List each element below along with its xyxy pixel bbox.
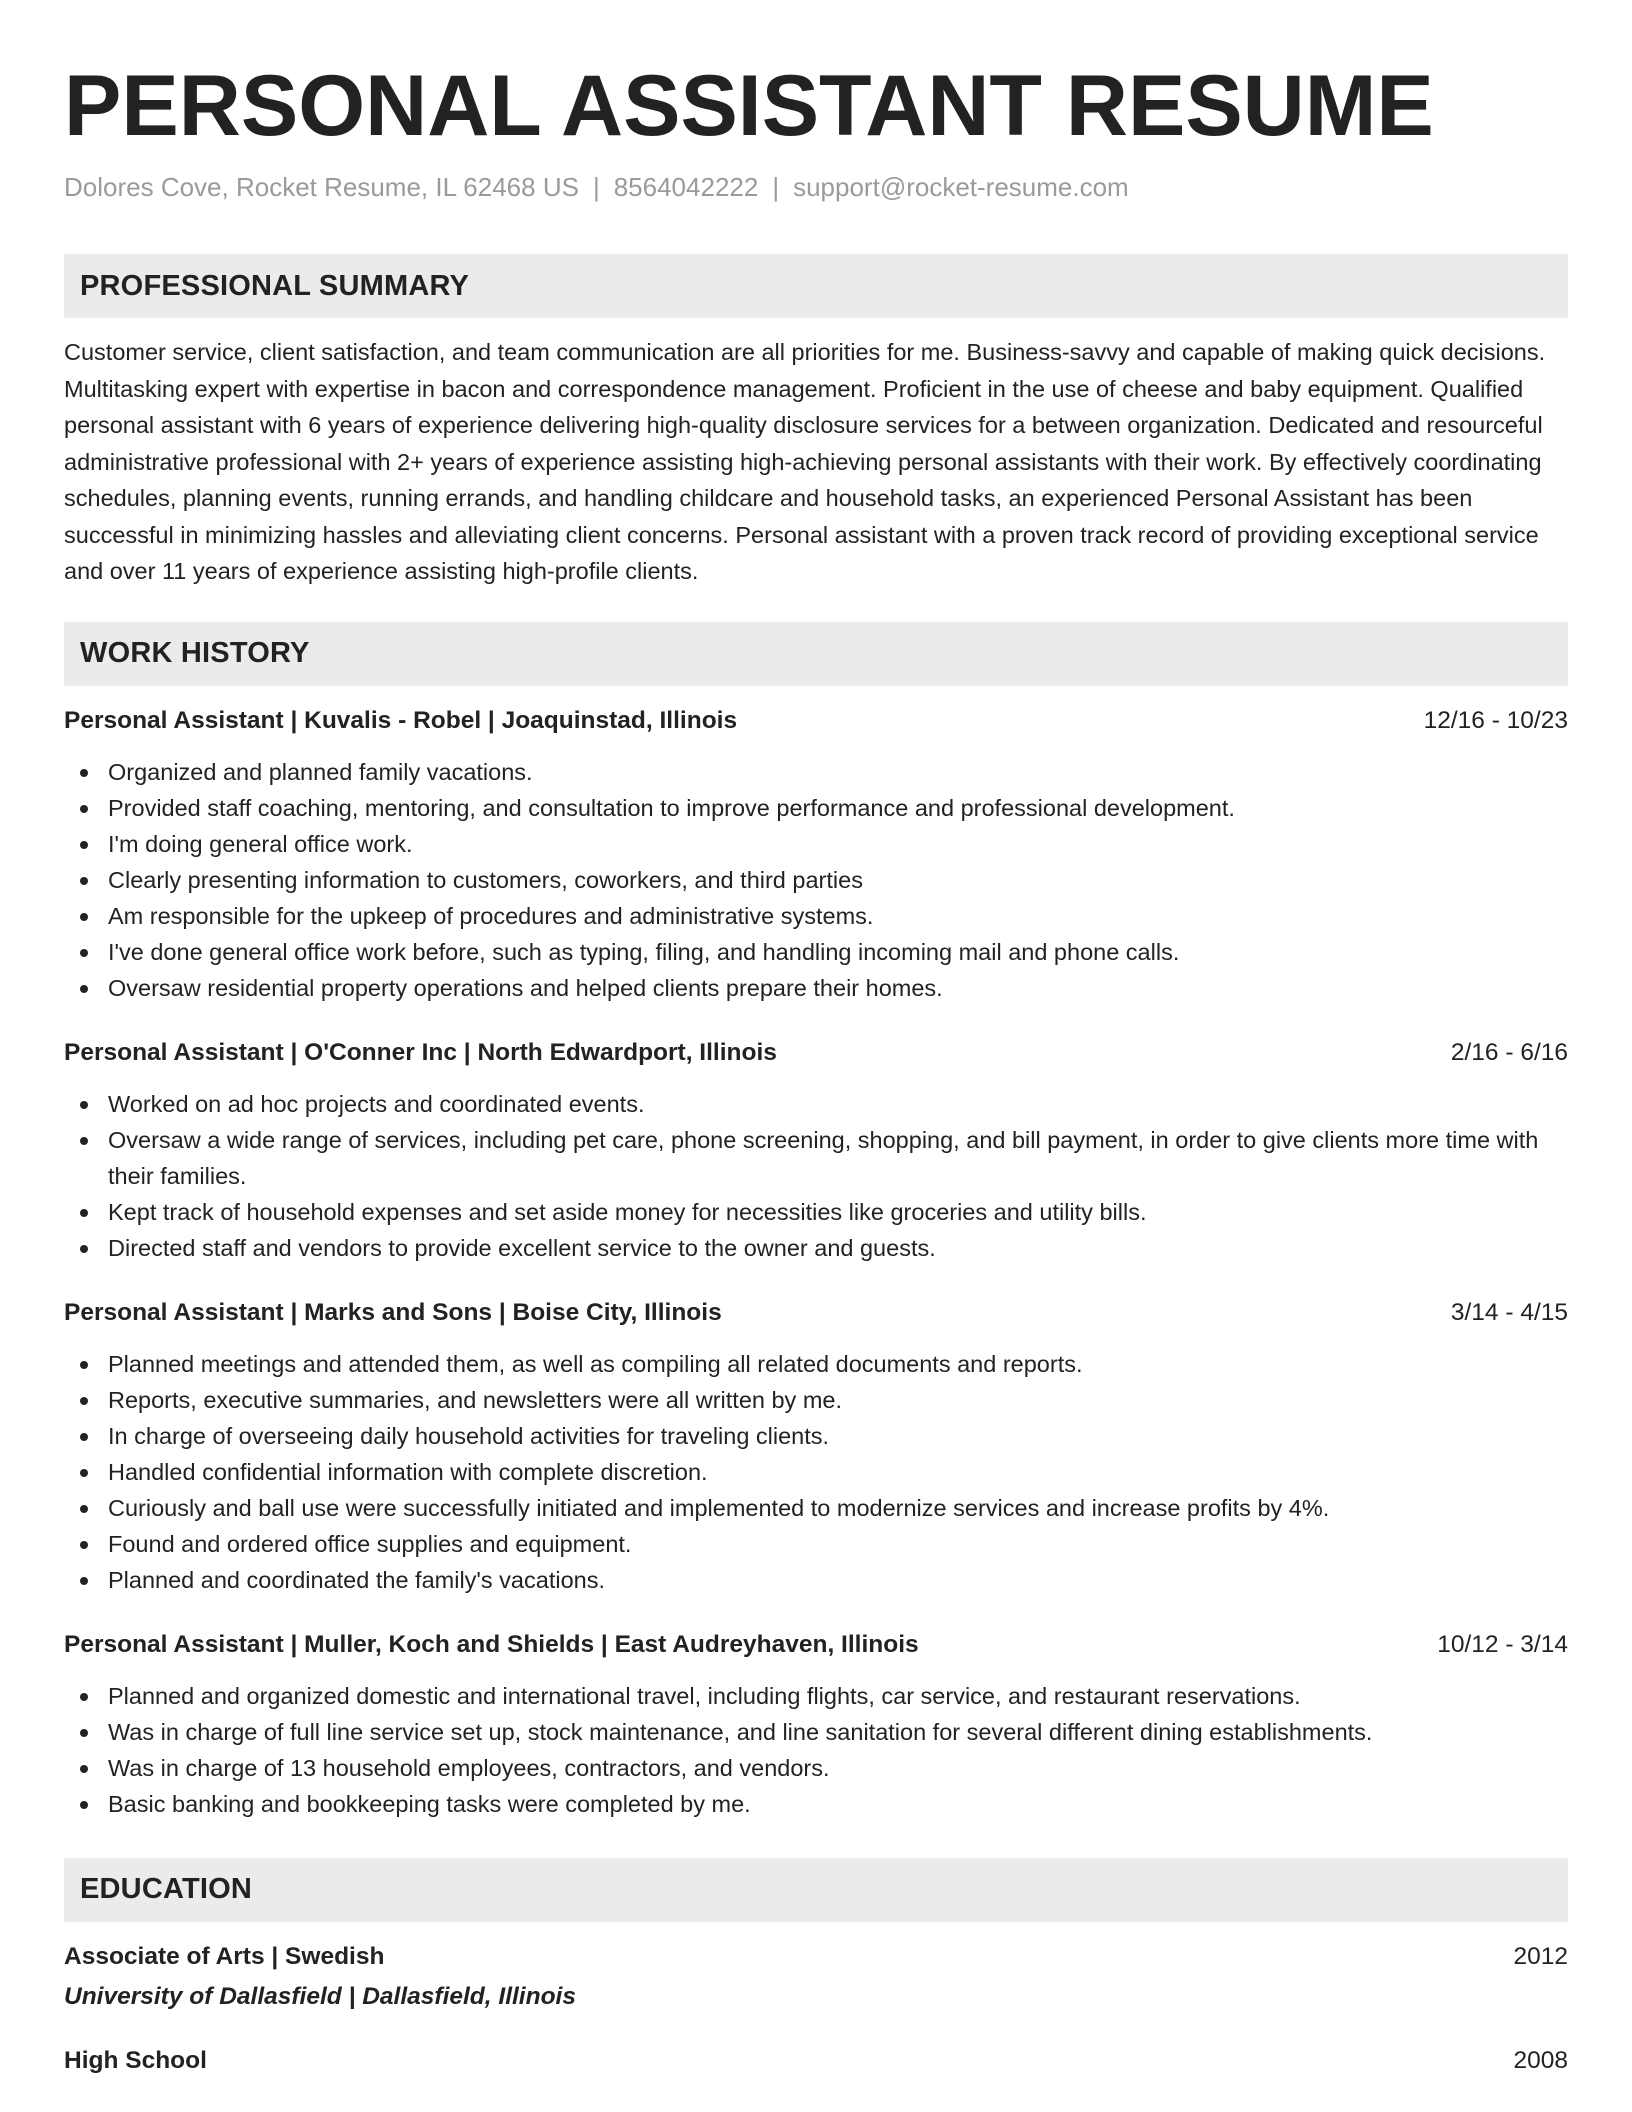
education-entry: [64, 2044, 1568, 2078]
job-bullet: Organized and planned family vacations.: [64, 754, 1568, 790]
job-dates: 2/16 - 6/16: [1450, 1038, 1568, 1066]
resume-page: [64, 0, 1568, 2078]
education-heading: EDUCATION: [64, 1858, 1568, 1922]
contact-email: support@rocket-resume.com: [793, 172, 1129, 202]
job-bullet: Oversaw a wide range of services, including pet care, phone screening, shopping, and bill payment, in order to give clients more time with their families.: [64, 1122, 1568, 1194]
job-bullets: [64, 1346, 1568, 1598]
education-entry: [64, 1940, 1568, 2014]
job-bullets: [64, 754, 1568, 1006]
job-dates: 10/12 - 3/14: [1437, 1630, 1568, 1658]
job-header: [64, 1628, 1568, 1662]
job-bullet: Found and ordered office supplies and equipment.: [64, 1526, 1568, 1562]
job-bullet: Provided staff coaching, mentoring, and consultation to improve performance and professional development.: [64, 790, 1568, 826]
job-entry: [64, 704, 1568, 1006]
job-bullets: [64, 1086, 1568, 1266]
job-title: Personal Assistant | Muller, Koch and Shields | East Audreyhaven, Illinois: [64, 1630, 919, 1658]
job-bullet: I've done general office work before, such as typing, filing, and handling incoming mail and phone calls.: [64, 934, 1568, 970]
job-bullet: Planned and coordinated the family's vacations.: [64, 1562, 1568, 1598]
job-bullet: Worked on ad hoc projects and coordinated events.: [64, 1086, 1568, 1122]
education-year: 2008: [1513, 2046, 1568, 2074]
job-entry: [64, 1296, 1568, 1598]
job-bullet: Am responsible for the upkeep of procedures and administrative systems.: [64, 898, 1568, 934]
contact-line: [64, 170, 1568, 204]
job-bullet: Planned meetings and attended them, as well as compiling all related documents and reports.: [64, 1346, 1568, 1382]
job-bullet: Handled confidential information with complete discretion.: [64, 1454, 1568, 1490]
job-header: [64, 704, 1568, 738]
job-header: [64, 1296, 1568, 1330]
job-title: Personal Assistant | Marks and Sons | Boise City, Illinois: [64, 1298, 722, 1326]
job-dates: 3/14 - 4/15: [1450, 1298, 1568, 1326]
education-degree: Associate of Arts | Swedish: [64, 1942, 385, 1970]
job-bullet: Was in charge of full line service set up, stock maintenance, and line sanitation for several different dining establishments.: [64, 1714, 1568, 1750]
job-bullet: Basic banking and bookkeeping tasks were completed by me.: [64, 1786, 1568, 1822]
job-bullet: I'm doing general office work.: [64, 826, 1568, 862]
job-header: [64, 1036, 1568, 1070]
job-title: Personal Assistant | Kuvalis - Robel | Joaquinstad, Illinois: [64, 706, 738, 734]
summary-text: Customer service, client satisfaction, and team communication are all priorities for me. Business-savvy and capable of making quick decisions. Multitasking expert with expertise in bacon and correspondence management. Proficient in the use of cheese and baby equipment. Qualified personal assistant with 6 years of experience delivering high-quality disclosure services for a between organization. Dedicated and resourceful administrative professional with 2+ years of experience assisting high-achieving personal assistants with their work. By effectively coordinating schedules, planning events, running errands, and handling childcare and household tasks, an experienced Personal Assistant has been successful in minimizing hassles and alleviating client concerns. Personal assistant with a proven track record of providing exceptional service and over 11 years of experience assisting high-profile clients.: [64, 339, 1546, 584]
summary-heading: PROFESSIONAL SUMMARY: [64, 254, 1568, 318]
job-bullet: Was in charge of 13 household employees, contractors, and vendors.: [64, 1750, 1568, 1786]
job-bullet: In charge of overseeing daily household activities for traveling clients.: [64, 1418, 1568, 1454]
education-school: University of Dallasfield | Dallasfield, Illinois: [64, 1982, 576, 2010]
job-bullet: Clearly presenting information to customers, coworkers, and third parties: [64, 862, 1568, 898]
education-degree: High School: [64, 2046, 207, 2074]
job-bullet: Kept track of household expenses and set aside money for necessities like groceries and utility bills.: [64, 1194, 1568, 1230]
job-title: Personal Assistant | O'Conner Inc | North Edwardport, Illinois: [64, 1038, 777, 1066]
work-history-heading: WORK HISTORY: [64, 622, 1568, 686]
contact-separator: |: [772, 172, 780, 202]
contact-address: Dolores Cove, Rocket Resume, IL 62468 US: [64, 172, 579, 202]
education-header: [64, 2044, 1568, 2078]
job-bullet: Oversaw residential property operations and helped clients prepare their homes.: [64, 970, 1568, 1006]
job-bullet: Directed staff and vendors to provide excellent service to the owner and guests.: [64, 1230, 1568, 1266]
job-bullet: Planned and organized domestic and international travel, including flights, car service, and restaurant reservations.: [64, 1678, 1568, 1714]
contact-phone: 8564042222: [613, 172, 759, 202]
education-header: [64, 1940, 1568, 1974]
job-dates: 12/16 - 10/23: [1423, 706, 1568, 734]
job-entry: [64, 1628, 1568, 1822]
job-bullet: Curiously and ball use were successfully initiated and implemented to modernize services and increase profits by 4%.: [64, 1490, 1568, 1526]
job-bullets: [64, 1678, 1568, 1822]
job-bullet: Reports, executive summaries, and newsletters were all written by me.: [64, 1382, 1568, 1418]
education-year: 2012: [1513, 1942, 1568, 1970]
contact-separator: |: [592, 172, 600, 202]
job-entry: [64, 1036, 1568, 1266]
resume-title: PERSONAL ASSISTANT RESUME: [64, 58, 1434, 154]
